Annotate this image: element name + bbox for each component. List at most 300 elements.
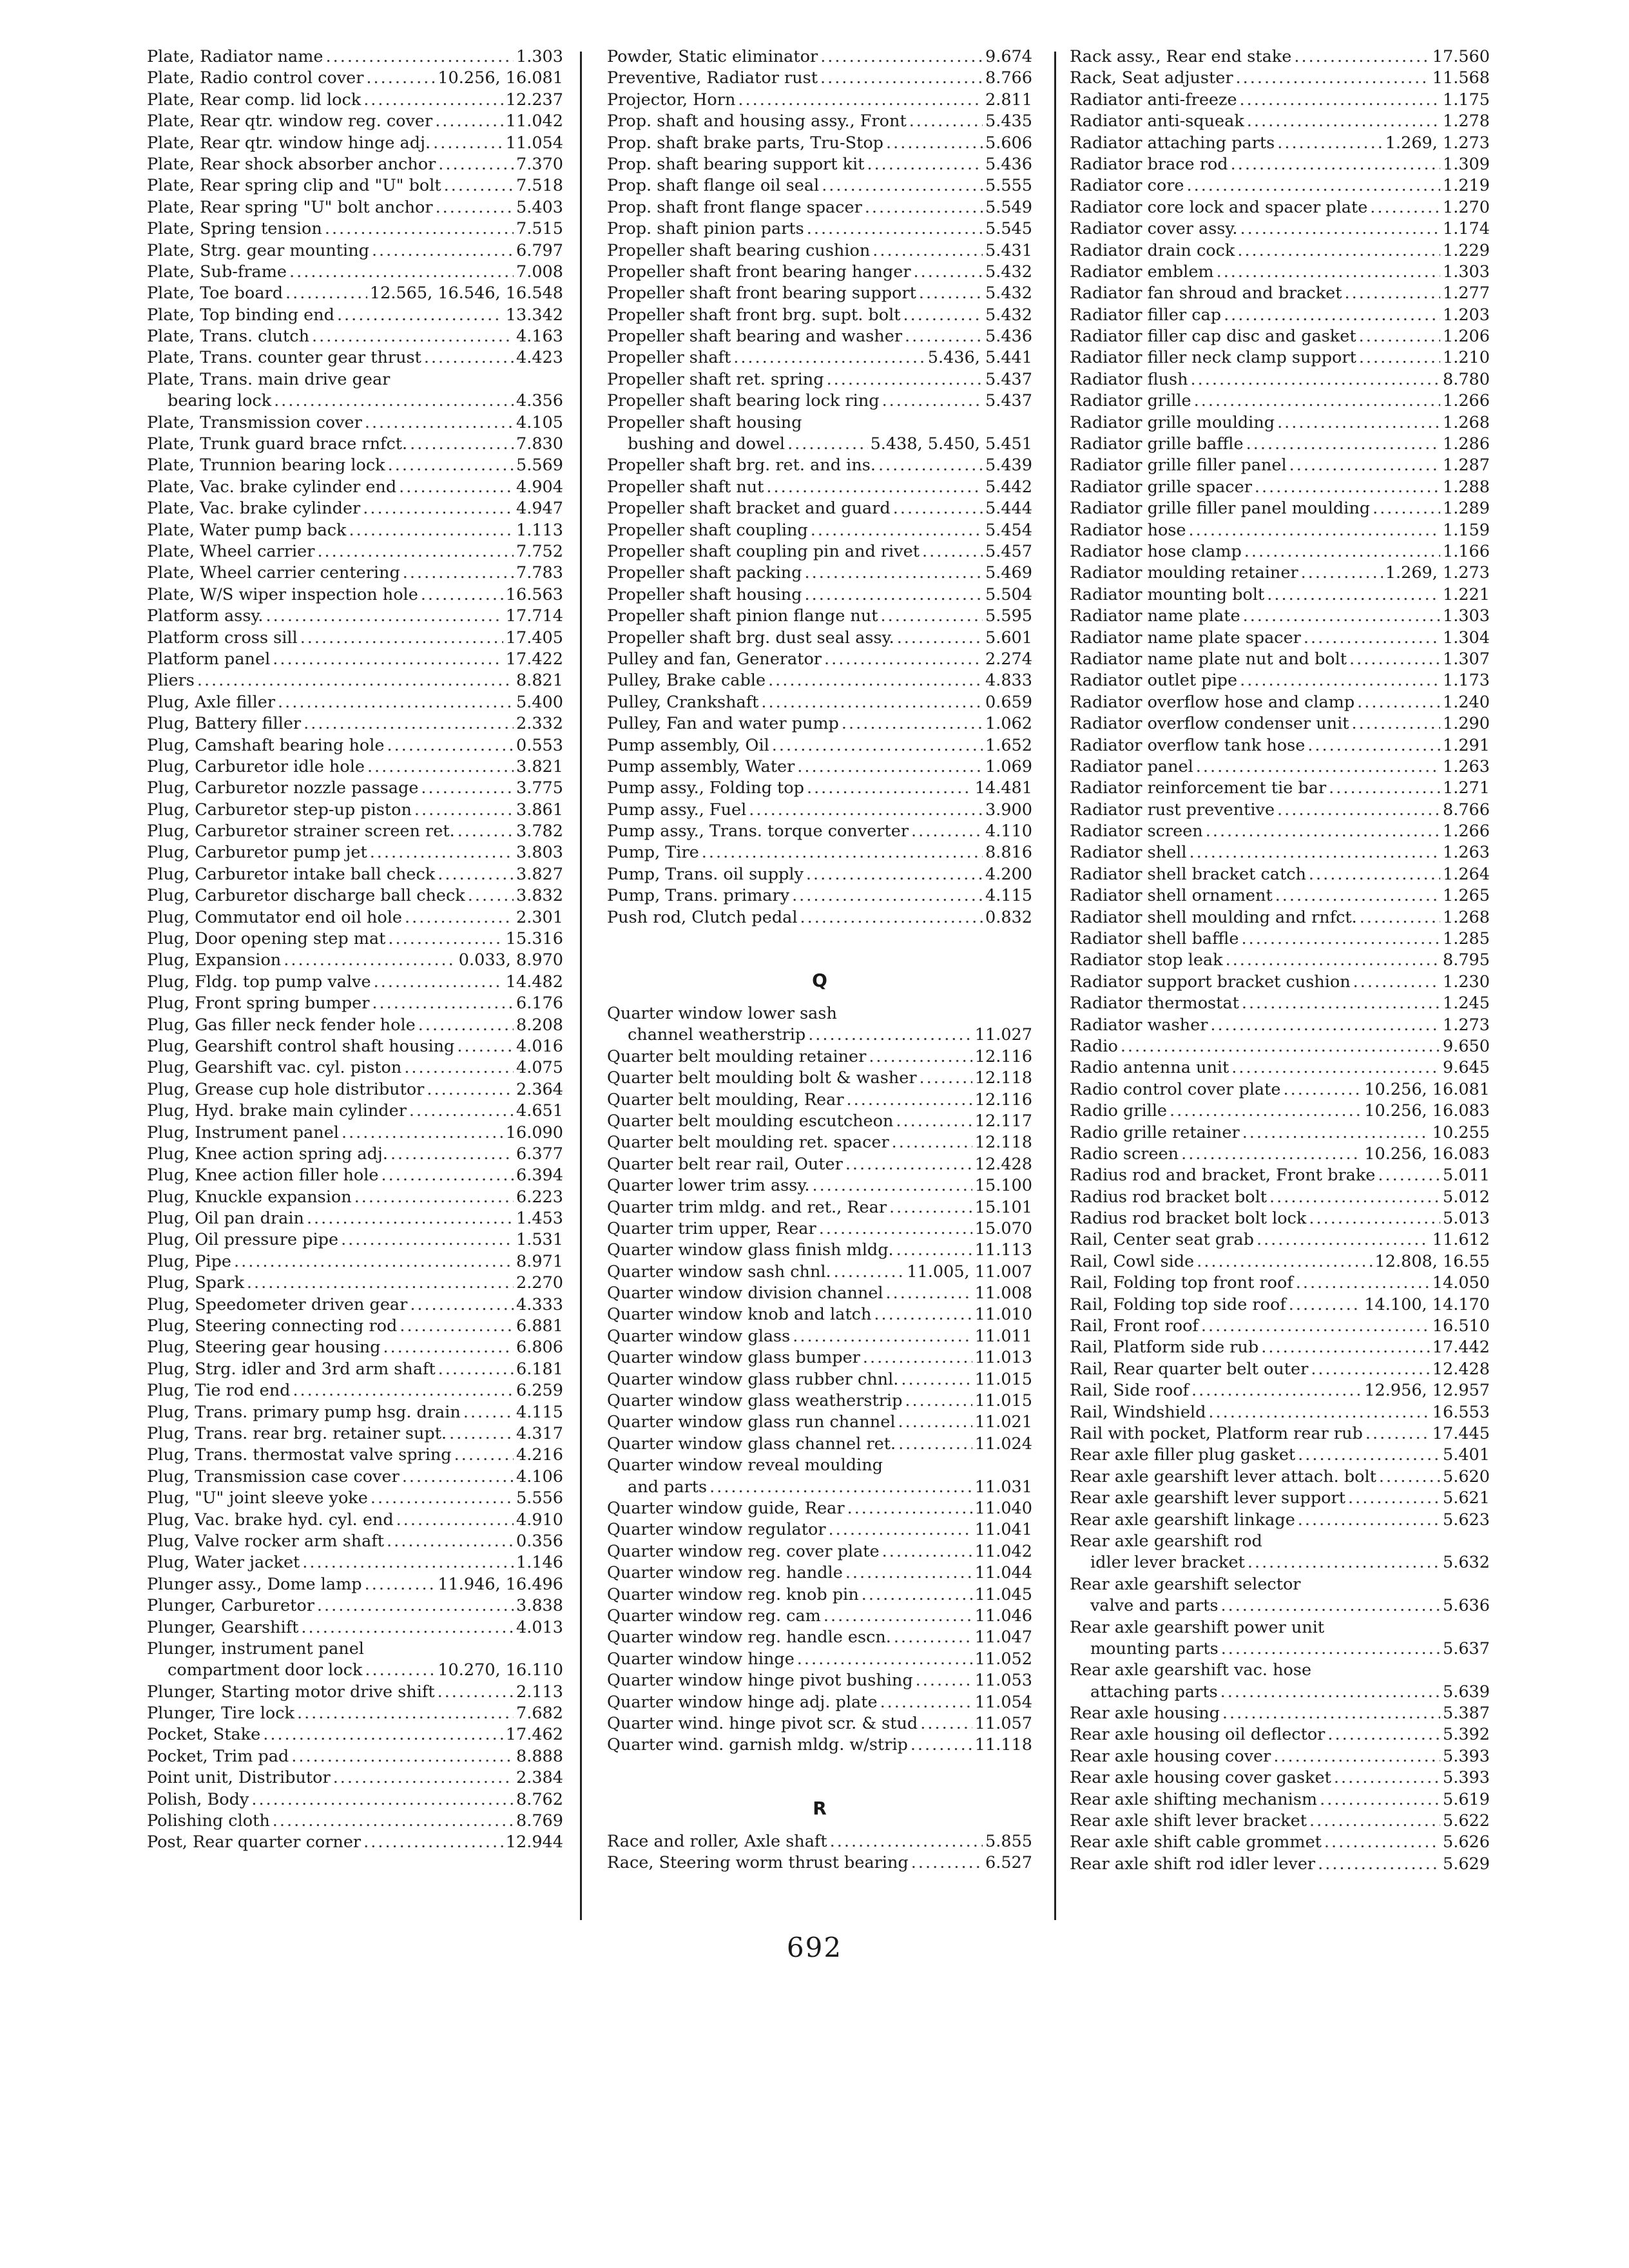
index-entry [607, 1852, 1032, 1874]
index-entry [607, 434, 1032, 455]
entry-page: 0.832 [985, 907, 1032, 927]
index-entry [607, 326, 1032, 347]
entry-label: Radiator overflow tank hose [1070, 735, 1306, 755]
entry-label: Radiator rust preventive [1070, 800, 1275, 820]
index-entry [147, 1423, 563, 1445]
index-entry-heading: Rear axle gearshift vac. hose [1070, 1660, 1312, 1680]
index-entry [147, 1811, 563, 1832]
entry-label: Radiator brace rod [1070, 154, 1228, 174]
index-entry [1070, 1208, 1490, 1229]
entry-page: 11.031 [974, 1477, 1032, 1497]
entry-page: 7.515 [516, 219, 563, 239]
entry-label: attaching parts [1090, 1682, 1218, 1702]
entry-label: Rail, Center seat grab [1070, 1230, 1254, 1250]
entry-page: 5.432 [985, 305, 1032, 325]
entry-label: Rail, Front roof [1070, 1316, 1199, 1336]
entry-page: 17.714 [505, 606, 563, 626]
entry-page: 12.117 [974, 1111, 1032, 1131]
entry-label: Prop. shaft and housing assy., Front [607, 111, 907, 131]
entry-page: 11.054 [505, 133, 563, 153]
entry-label: Plug, Door opening step mat [147, 929, 386, 949]
entry-label: Quarter window hinge [607, 1649, 795, 1669]
leader-dots [897, 628, 983, 649]
entry-label: Plate, Trunk guard brace rnfct. [147, 434, 408, 454]
index-entry [147, 1057, 563, 1079]
leader-dots [317, 1595, 514, 1617]
entry-page: 12.118 [974, 1133, 1032, 1153]
entry-label: Pocket, Stake [147, 1725, 261, 1745]
index-entry [147, 800, 563, 821]
leader-dots [1365, 1423, 1430, 1445]
entry-label: Plug, Commutator end oil hole [147, 907, 402, 927]
entry-label: Radiator fan shroud and bracket [1070, 284, 1342, 303]
entry-label: Radiator filler neck clamp support [1070, 348, 1356, 368]
index-entry [607, 821, 1032, 842]
entry-page: 11.045 [974, 1584, 1032, 1604]
leader-dots [893, 498, 983, 519]
index-entry [607, 1090, 1032, 1111]
leader-dots [878, 455, 983, 476]
entry-label: Rear axle gearshift lever attach. bolt [1070, 1466, 1376, 1486]
entry-page: 7.370 [516, 154, 563, 174]
entry-page: 1.269, 1.273 [1385, 563, 1490, 583]
leader-dots [1277, 133, 1383, 154]
entry-label: Plate, W/S wiper inspection hole [147, 584, 418, 604]
leader-dots [894, 1627, 972, 1648]
leader-dots [438, 864, 514, 885]
index-entry-heading: Plunger, instrument panel [147, 1639, 364, 1658]
index-entry [607, 305, 1032, 326]
entry-page: 5.444 [985, 499, 1032, 519]
leader-dots [1241, 928, 1440, 950]
leader-dots [1360, 907, 1440, 928]
index-entry [607, 1735, 1032, 1756]
entry-label: Quarter window knob and latch [607, 1305, 872, 1325]
entry-page: 10.256, 16.081 [1364, 1079, 1490, 1099]
leader-dots [1320, 1789, 1440, 1811]
index-entry [1070, 562, 1490, 584]
index-entry [147, 1144, 563, 1165]
index-entry [147, 1574, 563, 1595]
entry-label: Plug, Gearshift control shaft housing [147, 1036, 455, 1056]
entry-label: Polish, Body [147, 1789, 249, 1809]
entry-page: 1.531 [516, 1230, 563, 1250]
entry-label: Radiator hose clamp [1070, 541, 1242, 561]
entry-page: 1.173 [1442, 671, 1490, 691]
leader-dots [1189, 842, 1440, 863]
index-entry [1070, 1423, 1490, 1445]
leader-dots [1359, 326, 1440, 347]
index-entry [607, 197, 1032, 218]
leader-dots [792, 885, 983, 907]
entry-label: compartment door lock [168, 1660, 363, 1680]
entry-page: 4.904 [516, 477, 563, 497]
index-entry [607, 46, 1032, 68]
index-entry [147, 240, 563, 262]
entry-label: Propeller shaft pinion flange nut [607, 606, 878, 626]
index-entry [1070, 972, 1490, 993]
leader-dots [1247, 111, 1440, 132]
entry-label: Plug, Oil pan drain [147, 1209, 304, 1229]
index-entry [147, 326, 563, 347]
index-entry [607, 498, 1032, 519]
entry-label: Quarter window glass finish mldg. [607, 1240, 894, 1260]
index-entry [147, 1100, 563, 1122]
entry-label: Radiator grille moulding [1070, 412, 1275, 432]
entry-page: 17.560 [1432, 47, 1490, 66]
entry-label: Quarter belt moulding escutcheon [607, 1111, 894, 1131]
entry-label: Propeller shaft bearing and washer [607, 327, 903, 347]
entry-label: Pocket, Trim pad [147, 1746, 289, 1766]
entry-label: Pulley, Fan and water pump [607, 714, 839, 734]
entry-page: 5.632 [1442, 1553, 1490, 1573]
leader-dots [1311, 1359, 1429, 1380]
leader-dots [919, 283, 983, 304]
index-entry [1070, 477, 1490, 498]
entry-label: Radiator core lock and spacer plate [1070, 197, 1368, 217]
entry-label: Quarter window reg. handle [607, 1563, 843, 1583]
leader-dots [1353, 972, 1440, 993]
entry-label: Plug, Carburetor strainer screen ret. [147, 822, 455, 841]
leader-dots [388, 928, 503, 950]
entry-label: Radiator anti-freeze [1070, 90, 1237, 110]
index-entry [607, 584, 1032, 606]
entry-page: 5.436, 5.441 [927, 348, 1032, 368]
entry-label: Pump assy., Folding top [607, 778, 804, 798]
entry-page: 4.115 [985, 886, 1032, 906]
index-entry [607, 885, 1032, 907]
entry-page: 10.256, 16.081 [438, 68, 563, 88]
entry-page: 5.442 [985, 477, 1032, 497]
entry-label: bushing and dowel [628, 434, 786, 454]
leader-dots [341, 1229, 514, 1251]
entry-page: 11.113 [974, 1240, 1032, 1260]
leader-dots [424, 347, 514, 369]
index-entry [1070, 864, 1490, 885]
index-entry [607, 1627, 1032, 1648]
leader-dots [366, 68, 435, 89]
leader-dots [403, 562, 514, 584]
leader-dots [291, 1746, 514, 1767]
entry-label: Quarter window reg. handle escn. [607, 1628, 891, 1648]
leader-dots [1277, 800, 1440, 821]
leader-dots [920, 1713, 972, 1735]
entry-label: Rail, Side roof [1070, 1381, 1189, 1401]
entry-label: Quarter window glass weatherstrip [607, 1391, 903, 1411]
entry-label: Plug, Water jacket [147, 1553, 300, 1573]
entry-page: 12.116 [974, 1046, 1032, 1066]
entry-label: Radio screen [1070, 1144, 1179, 1164]
leader-dots [793, 1326, 972, 1347]
entry-label: Platform assy. [147, 606, 264, 626]
leader-dots [1242, 993, 1440, 1014]
index-entry [147, 46, 563, 68]
entry-label: Radiator grille [1070, 391, 1191, 411]
index-entry [1070, 1165, 1490, 1186]
entry-label: channel weatherstrip [628, 1025, 806, 1045]
leader-dots [881, 606, 983, 627]
leader-dots [834, 1262, 905, 1283]
entry-page: 11.024 [974, 1434, 1032, 1454]
entry-label: Radiator name plate nut and bolt [1070, 649, 1347, 669]
leader-dots [920, 1068, 972, 1089]
entry-label: Plunger, Gearshift [147, 1617, 299, 1637]
leader-dots [1267, 584, 1440, 606]
index-entry [1070, 1402, 1490, 1423]
entry-label: Plug, "U" joint sleeve yoke [147, 1488, 368, 1508]
index-entry [1070, 1359, 1490, 1380]
leader-dots [766, 477, 983, 498]
entry-page: 5.011 [1442, 1166, 1490, 1186]
entry-page: 1.203 [1442, 305, 1490, 325]
entry-label: Propeller shaft front brg. supt. bolt [607, 305, 901, 325]
entry-label: Radiator flush [1070, 369, 1188, 389]
entry-page: 8.766 [1442, 800, 1490, 820]
index-entry [607, 778, 1032, 799]
entry-page: 1.219 [1442, 176, 1490, 196]
index-entry [1070, 584, 1490, 606]
entry-label: Plate, Sub-frame [147, 262, 287, 282]
leader-dots [901, 1369, 972, 1390]
entry-page: 5.435 [985, 111, 1032, 131]
leader-dots [433, 133, 503, 154]
leader-dots [454, 1445, 514, 1466]
index-entry [1070, 305, 1490, 326]
entry-page: 0.553 [516, 735, 563, 755]
entry-page: 4.333 [516, 1294, 563, 1314]
index-entry [1070, 1251, 1490, 1273]
entry-page: 5.437 [985, 369, 1032, 389]
index-entry [1070, 218, 1490, 240]
entry-label: Radius rod bracket bolt [1070, 1187, 1268, 1207]
entry-page: 6.394 [516, 1166, 563, 1186]
entry-label: Preventive, Radiator rust [607, 68, 818, 88]
index-entry [607, 606, 1032, 627]
index-entry [1070, 455, 1490, 476]
entry-label: Plate, Water pump back [147, 520, 347, 540]
index-entry [147, 1015, 563, 1036]
entry-label: Radiator grille baffle [1070, 434, 1244, 454]
leader-dots [435, 111, 503, 132]
leader-dots [787, 434, 867, 455]
leader-dots [880, 1692, 972, 1713]
entry-page: 0.356 [516, 1531, 563, 1551]
leader-dots [1240, 90, 1440, 111]
leader-dots [414, 800, 514, 821]
entry-label: Radiator thermostat [1070, 994, 1239, 1014]
entry-page: 6.377 [516, 1144, 563, 1164]
entry-label: Prop. shaft pinion parts [607, 219, 804, 239]
entry-label: Quarter trim mldg. and ret., Rear [607, 1197, 887, 1217]
index-entry [147, 1380, 563, 1401]
leader-dots [354, 1187, 514, 1208]
leader-dots [807, 218, 983, 240]
entry-page: 5.504 [985, 584, 1032, 604]
leader-dots [307, 1208, 514, 1229]
entry-page: 5.623 [1442, 1510, 1490, 1530]
leader-dots [862, 1584, 972, 1606]
entry-label: Plunger assy., Dome lamp [147, 1574, 362, 1594]
entry-label: Pump assembly, Water [607, 756, 795, 776]
index-entry [1070, 606, 1490, 627]
entry-label: Radio grille retainer [1070, 1122, 1240, 1142]
entry-page: 11.011 [974, 1326, 1032, 1346]
entry-label: Plate, Rear spring clip and "U" bolt [147, 176, 441, 196]
leader-dots [1359, 347, 1440, 369]
entry-page: 4.423 [516, 348, 563, 368]
index-entry [1070, 1510, 1490, 1531]
entry-label: Plunger, Carburetor [147, 1596, 314, 1616]
index-entry [147, 283, 563, 304]
leader-dots [911, 1852, 983, 1874]
index-entry [1070, 1746, 1490, 1767]
index-entry [607, 713, 1032, 735]
leader-dots [365, 1660, 435, 1681]
leader-dots [410, 1294, 514, 1316]
entry-page: 11.027 [974, 1025, 1032, 1045]
entry-page: 5.400 [516, 692, 563, 712]
entry-label: Plate, Vac. brake cylinder [147, 499, 361, 519]
entry-page: 5.636 [1442, 1596, 1490, 1616]
entry-page: 1.652 [985, 735, 1032, 755]
leader-dots [390, 1144, 514, 1165]
index-entry [607, 175, 1032, 197]
index-entry [147, 133, 563, 154]
index-entry [147, 477, 563, 498]
entry-label: Radiator drain cock [1070, 240, 1235, 260]
index-entry [1070, 670, 1490, 691]
entry-page: 12.808, 16.55 [1374, 1251, 1490, 1271]
leader-dots [916, 1670, 972, 1691]
entry-label: Propeller shaft front bearing support [607, 284, 916, 303]
entry-page: 7.783 [516, 563, 563, 583]
leader-dots [1248, 1552, 1440, 1573]
entry-page: 1.221 [1442, 584, 1490, 604]
leader-dots [905, 1390, 972, 1412]
leader-dots [438, 1682, 514, 1703]
entry-label: Pump, Trans. oil supply [607, 864, 804, 884]
entry-page: 1.113 [516, 520, 563, 540]
entry-label: Plate, Radiator name [147, 47, 323, 66]
entry-label: Plug, Steering connecting rod [147, 1316, 398, 1336]
leader-dots [421, 584, 503, 606]
index-entry [1070, 46, 1490, 68]
entry-label: Radiator stop leak [1070, 950, 1223, 970]
entry-label: Rear axle housing cover [1070, 1746, 1271, 1766]
entry-page: 1.146 [516, 1553, 563, 1573]
leader-dots [312, 326, 514, 347]
entry-label: Rail, Folding top side roof [1070, 1294, 1286, 1314]
entry-label: Radiator shell bracket catch [1070, 864, 1306, 884]
leader-dots [914, 262, 983, 283]
index-entry [607, 477, 1032, 498]
index-entry [147, 713, 563, 735]
leader-dots [396, 1510, 514, 1531]
entry-label: Plug, Carburetor step-up piston [147, 800, 412, 820]
entry-page: 4.016 [516, 1036, 563, 1056]
entry-page: 2.332 [516, 714, 563, 734]
index-entry [147, 864, 563, 885]
entry-label: Quarter window glass rubber chnl. [607, 1369, 899, 1389]
index-entry-heading: Rear axle gearshift rod [1070, 1531, 1262, 1551]
leader-dots [289, 262, 514, 283]
entry-label: Radio control cover plate [1070, 1079, 1281, 1099]
index-entry [607, 541, 1032, 562]
index-entry [1070, 262, 1490, 283]
entry-label: Radiator reinforcement tie bar [1070, 778, 1327, 798]
entry-label: Radiator grille filler panel [1070, 456, 1287, 476]
index-entry [607, 1197, 1032, 1218]
index-entry [147, 412, 563, 434]
entry-page: 11.946, 16.496 [438, 1574, 563, 1594]
leader-dots [1344, 283, 1440, 304]
leader-dots [274, 390, 514, 412]
entry-page: 8.821 [516, 671, 563, 691]
index-entry [1070, 1595, 1490, 1617]
index-entry [147, 972, 563, 993]
leader-dots [1334, 1767, 1440, 1789]
entry-page: 3.775 [516, 778, 563, 798]
index-entry [1070, 628, 1490, 649]
leader-dots [761, 692, 983, 713]
entry-page: 1.303 [1442, 262, 1490, 282]
leader-dots [273, 1811, 514, 1832]
index-entry [147, 584, 563, 606]
leader-dots [804, 562, 983, 584]
entry-label: Plate, Radio control cover [147, 68, 364, 88]
entry-label: Radiator core [1070, 176, 1184, 196]
entry-page: 15.100 [974, 1176, 1032, 1196]
leader-dots [911, 821, 983, 842]
entry-label: Plug, Valve rocker arm shaft [147, 1531, 385, 1551]
entry-page: 10.256, 16.083 [1364, 1101, 1490, 1121]
entry-label: Plate, Rear comp. lid lock [147, 90, 361, 110]
entry-page: 11.008 [974, 1283, 1032, 1303]
entry-page: 11.568 [1432, 68, 1490, 88]
leader-dots [1243, 606, 1440, 627]
leader-dots [1349, 649, 1440, 670]
index-entry [147, 1036, 563, 1057]
index-entry [147, 1595, 563, 1617]
leader-dots [1298, 1510, 1440, 1531]
leader-dots [845, 1562, 972, 1584]
entry-page: 5.626 [1442, 1832, 1490, 1852]
entry-label: Rail with pocket, Platform rear rub [1070, 1424, 1363, 1443]
leader-dots [458, 821, 514, 842]
entry-label: Rear axle housing [1070, 1704, 1220, 1724]
index-entry [607, 756, 1032, 778]
entry-label: Pump, Tire [607, 843, 699, 863]
entry-label: Rear axle housing cover gasket [1070, 1768, 1331, 1788]
entry-label: Plate, Rear qtr. window hinge adj. [147, 133, 431, 153]
leader-dots [365, 1574, 436, 1595]
entry-label: Plug, Trans. primary pump hsg. drain [147, 1402, 461, 1422]
leader-dots [922, 541, 983, 562]
leader-dots [1220, 1595, 1440, 1617]
entry-page: 12.118 [974, 1068, 1032, 1088]
index-entry [607, 1498, 1032, 1519]
entry-label: Quarter window regulator [607, 1520, 826, 1540]
entry-label: Plug, Spark [147, 1273, 244, 1293]
entry-label: Plate, Rear shock absorber anchor [147, 154, 436, 174]
index-entry [607, 864, 1032, 885]
leader-dots [1275, 885, 1440, 907]
entry-label: Plate, Strg. gear mounting [147, 240, 369, 260]
entry-page: 17.422 [505, 649, 563, 669]
entry-page: 1.269, 1.273 [1385, 133, 1490, 153]
entry-label: Radiator grille spacer [1070, 477, 1252, 497]
entry-label: Point unit, Distributor [147, 1768, 331, 1788]
